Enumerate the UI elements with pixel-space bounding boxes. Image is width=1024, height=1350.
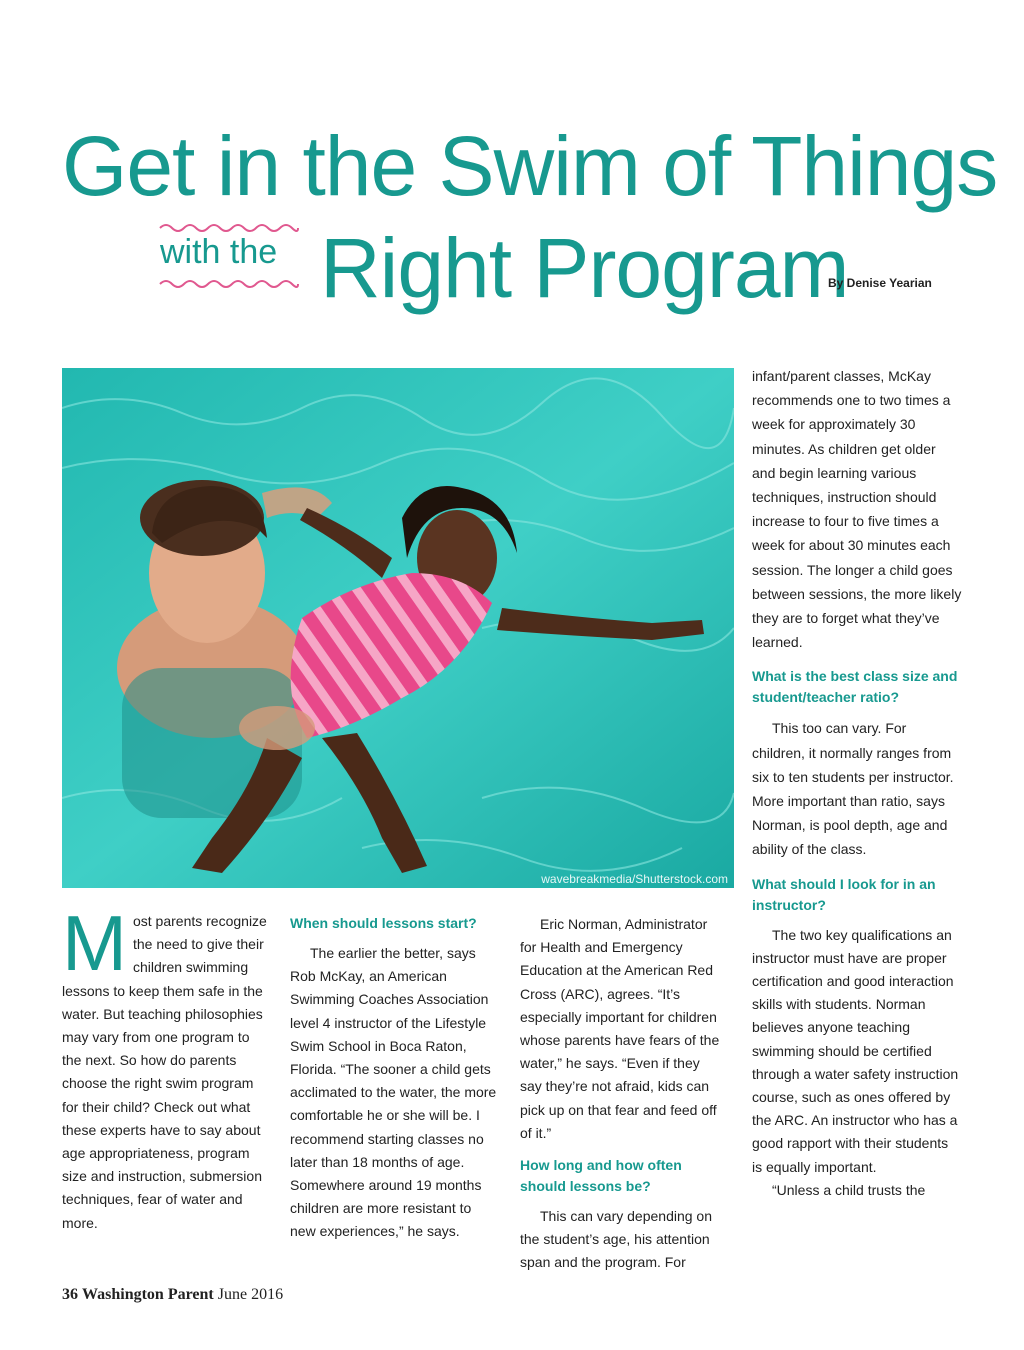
title-line-1: Get in the Swim of Things: [62, 119, 998, 213]
article-column-4: [752, 364, 962, 1202]
page-footer: [62, 1286, 283, 1304]
byline: By Denise Yearian: [828, 276, 932, 290]
publication-name: Washington Parent: [82, 1286, 214, 1303]
wave-ornament-bottom: [158, 278, 300, 290]
heading-when-start: When should lessons start?: [290, 915, 477, 931]
paragraph-instructor: The two key qualifications an instructor must have are proper certification and good interaction skills with students. Norman believes anyone teaching swimming should be certified through a water safety instruction course, such as ones offered by the ARC. An instructor who has a good rapport with their students is equally important.: [752, 926, 959, 1175]
title-prefix: with the: [160, 233, 278, 271]
drop-cap: M: [62, 899, 127, 987]
page-number: 36: [62, 1286, 78, 1303]
issue-date: June 2016: [217, 1286, 284, 1303]
paragraph-norman: Eric Norman, Administrator for Health and Emergency Education at the American Red Cross (ARC), agrees. “It’s especially important for children whose parents have fears of the water,” he says. “Even if they say they’re not afraid, kids can pick up on that fear and feed off of it.”: [520, 916, 720, 1141]
paragraph-infant-classes: infant/parent classes, McKay recommends one to two times a week for approximately 30 minutes. As children get older and begin learning various techniques, instruction should increase to four to five times a week for about 30 minutes each session. The longer a child goes between sessions, the more likely they are to forget what they’ve learned.: [752, 368, 962, 651]
swim-lesson-photo: [62, 368, 734, 888]
paragraph-trust: “Unless a child trusts the: [772, 1181, 926, 1198]
paragraph-class-size: This too can vary. For children, it normally ranges from six to ten students per instructor. More important than ratio, says Norman, is pool depth, age and ability of the class.: [752, 720, 954, 858]
article-column-1: [62, 899, 267, 1235]
heading-instructor: What should I look for in an instructor?: [752, 875, 936, 913]
paragraph-how-long: This can vary depending on the student’s age, his attention span and the program. For: [520, 1208, 712, 1271]
heading-how-long: How long and how often should lessons be?: [520, 1157, 682, 1195]
photo-credit: wavebreakmedia/Shutterstock.com: [541, 872, 728, 886]
title-line-2: Right Program: [320, 221, 849, 315]
heading-class-size: What is the best class size and student/teacher ratio?: [752, 668, 958, 706]
article-column-3: [520, 913, 725, 1275]
paragraph-when-start: The earlier the better, says Rob McKay, an American Swimming Coaches Association level 4 instructor of the Lifestyle Swim School in Boca Raton, Florida. “The sooner a child gets acclimated to the water, the more comfortable he or she will be. I recommend starting classes no later than 18 months of age. Somewhere around 19 months children are more resistant to new experiences,” he says.: [290, 945, 497, 1240]
article-column-2: [290, 913, 500, 1244]
intro-paragraph: ost parents recognize the need to give their children swimming lessons to keep them safe in the water. But teaching philosophies may vary from one program to the next. So how do parents choose the right swim program for their child? Check out what these experts have to say about age appropriateness, program size and instruction, submersion techniques, fear of water and more.: [62, 913, 267, 1231]
